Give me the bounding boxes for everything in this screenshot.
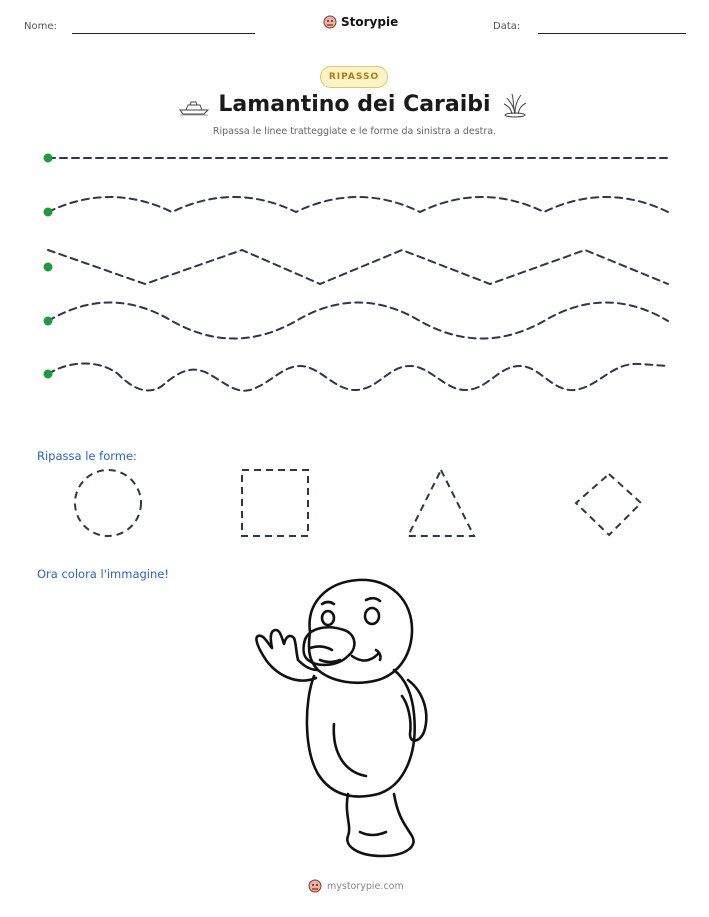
review-badge: RIPASSO	[320, 66, 388, 88]
name-label: Nome:	[24, 21, 57, 32]
shape-square	[242, 470, 308, 536]
date-label: Data:	[493, 21, 521, 32]
brand-name: Storypie	[341, 15, 399, 29]
storypie-logo-icon	[308, 879, 322, 893]
instructions: Ripassa le linee tratteggiate e le forme da sinistra a destra.	[212, 126, 497, 137]
manatee-illustration	[248, 574, 464, 860]
page-title: Lamantino dei Caraibi	[218, 92, 491, 117]
footer	[308, 879, 404, 893]
shape-diamond	[576, 474, 641, 535]
shape-triangle	[408, 470, 474, 536]
shapes-heading: Ripassa le forme:	[37, 449, 137, 463]
shape-circle	[75, 470, 141, 536]
color-heading: Ora colora l'immagine!	[37, 567, 169, 581]
footer-url: mystorypie.com	[327, 880, 404, 892]
